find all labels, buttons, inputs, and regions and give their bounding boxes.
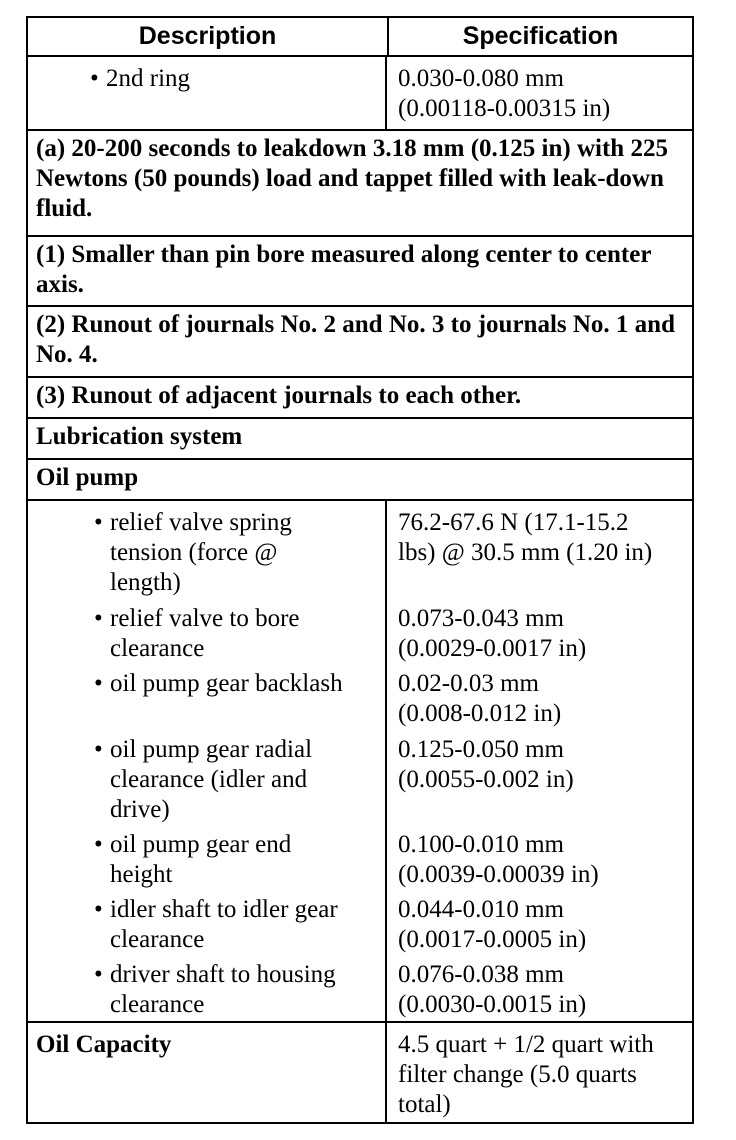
second-ring-spec-line2: (0.00118-0.00315 in) bbox=[398, 95, 611, 122]
section-oil-pump: Oil pump bbox=[26, 460, 694, 501]
oil-pump-specifications bbox=[387, 501, 692, 1021]
list-item: • oil pump gear end height bbox=[94, 831, 292, 888]
oil-pump-descriptions bbox=[28, 501, 387, 1021]
list-item: • relief valve spring tension (force @ length) bbox=[94, 509, 292, 596]
spec-cell: 0.100-0.010 mm (0.0039-0.00039 in) bbox=[398, 831, 599, 888]
table-row-oil-capacity bbox=[26, 1023, 694, 1124]
table-row-second-ring bbox=[26, 57, 694, 131]
header-specification: Specification bbox=[462, 22, 619, 50]
note-2: (2) Runout of journals No. 2 and No. 3 to journals No. 1 and No. 4. bbox=[26, 307, 694, 378]
header-description: Description bbox=[28, 18, 389, 55]
oil-capacity-label: Oil Capacity bbox=[36, 1031, 172, 1058]
spec-cell: 0.076-0.038 mm (0.0030-0.0015 in) bbox=[398, 961, 587, 1018]
oil-capacity-spec-line1: 4.5 quart + 1/2 quart with bbox=[398, 1031, 654, 1058]
list-item: • relief valve to bore clearance bbox=[94, 605, 300, 662]
section-lubrication: Lubrication system bbox=[26, 419, 694, 460]
list-item: • driver shaft to housing clearance bbox=[94, 961, 336, 1018]
spec-cell: 0.02-0.03 mm (0.008-0.012 in) bbox=[398, 670, 562, 727]
oil-capacity-spec-line2: filter change (5.0 quarts bbox=[398, 1061, 637, 1088]
note-1: (1) Smaller than pin bore measured along center to center axis. bbox=[26, 237, 694, 307]
oil-capacity-spec-line3: total) bbox=[398, 1091, 451, 1118]
spec-cell: 0.073-0.043 mm (0.0029-0.0017 in) bbox=[398, 605, 587, 662]
second-ring-spec-line1: 0.030-0.080 mm bbox=[398, 65, 564, 92]
bullet: • bbox=[90, 65, 99, 92]
oil-pump-table bbox=[26, 501, 694, 1023]
spec-cell: 0.044-0.010 mm (0.0017-0.0005 in) bbox=[398, 896, 587, 953]
spec-cell: 0.125-0.050 mm (0.0055-0.002 in) bbox=[398, 736, 574, 793]
list-item: • idler shaft to idler gear clearance bbox=[94, 896, 338, 953]
spec-cell: 76.2-67.6 N (17.1-15.2 lbs) @ 30.5 mm (1.20 in) bbox=[398, 509, 653, 566]
second-ring-label: 2nd ring bbox=[106, 65, 191, 92]
table-header bbox=[26, 16, 694, 57]
note-a: (a) 20-200 seconds to leakdown 3.18 mm (0.125 in) with 225 Newtons (50 pounds) load and tappet filled with leak-down fluid. bbox=[26, 131, 694, 237]
note-3: (3) Runout of adjacent journals to each other. bbox=[26, 378, 694, 419]
spec-table bbox=[26, 16, 694, 1124]
list-item: • oil pump gear radial clearance (idler and drive) bbox=[94, 736, 313, 823]
list-item: • oil pump gear backlash bbox=[94, 670, 343, 697]
